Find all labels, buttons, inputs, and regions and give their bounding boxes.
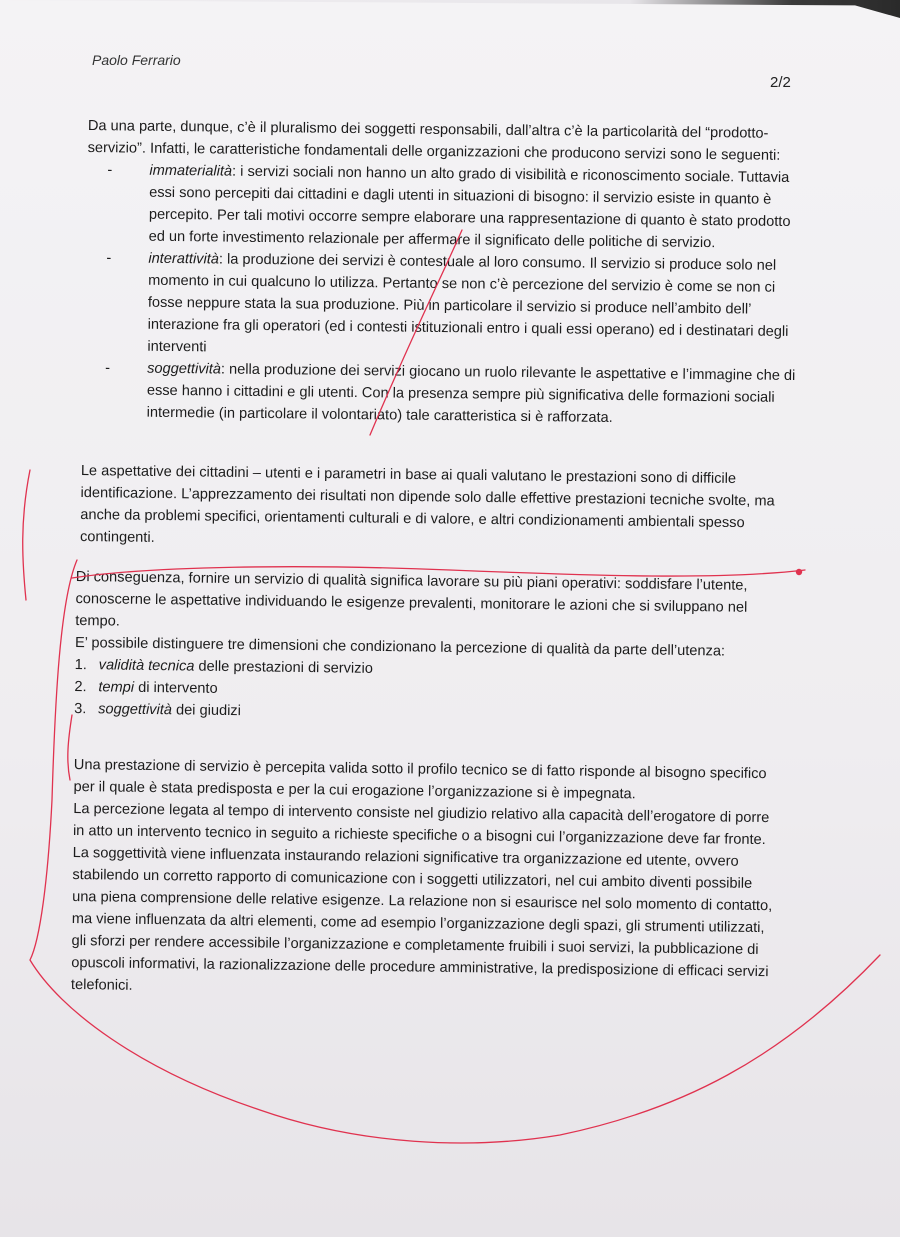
bullet-line: interazione fra gli operatori (ed i contesti istituzionali entro i quali essi operano) ed i destinatari degli: [147, 316, 789, 340]
dimension-rest: delle prestazioni di servizio: [194, 658, 373, 677]
final-paragraph: [71, 754, 774, 1005]
paragraph-line: stabilendo un corretto rapporto di comunicazione con i soggetti utilizzatori, nel cui ambito diventi possibile: [72, 866, 753, 892]
bullet-line: percepito. Per tali motivi occorre sempre elaborare una rappresentazione di quanto è stato prodotto: [148, 206, 791, 230]
intro-line: servizio”. Infatti, le caratteristiche fondamentali delle organizzazioni che producono servizi sono le seguenti:: [87, 139, 781, 164]
paragraph-line: anche da problemi specifici, orientamenti culturali e di valore, e altri condizionamenti ambientali spesso: [80, 506, 745, 532]
dimension-term: validità tecnica: [98, 657, 195, 675]
paragraph-line: Le aspettative dei cittadini – utenti e i parametri in base ai quali valutano le prestazioni sono di difficile: [80, 462, 737, 488]
bullet-dash: -: [107, 162, 113, 179]
paragraph-line: Di conseguenza, fornire un servizio di qualità significa lavorare su più piani operativi: soddisfare l’utente,: [75, 568, 748, 594]
bullet-text: [148, 160, 791, 255]
bullet-line: momento in cui qualcuno lo utilizza. Pertanto se non c’è percezione del servizio è come se non ci: [148, 272, 776, 296]
paragraph-line: gli sforzi per rendere accessibile l’organizzazione e completamente fruibili i suoi servizi, la pubblicazione di: [71, 932, 759, 958]
bullet-interattivita: [85, 247, 796, 365]
bullet-line: intermedie (in particolare il volontariato) tale caratteristica si è rafforzata.: [146, 404, 613, 426]
bullet-dash: -: [106, 250, 112, 267]
paragraph-line: La soggettività viene influenzata instaurando relazioni significative tra organizzazione ed utente, ovvero: [72, 844, 739, 870]
bullet-text: [147, 358, 796, 431]
paragraph-line: contingenti.: [79, 528, 155, 546]
expectations-paragraph: [80, 460, 775, 556]
paragraph-line: conoscerne le aspettative individuando le esigenze prevalenti, monitorare le azioni che si sviluppano nel: [75, 590, 748, 616]
bullet-term: immaterialità: [149, 162, 233, 180]
bullet-term: soggettività: [147, 360, 222, 378]
paragraph-line: telefonici.: [70, 976, 133, 994]
paragraph-line: identificazione. L’apprezzamento dei risultati non dipende solo dalle effettive prestazioni tecniche svolte, ma: [80, 484, 775, 510]
paragraph-line: ma viene influenzata da altri elementi, come ad esempio l’organizzazione degli spazi, gli strumenti utilizzati,: [71, 910, 765, 937]
paragraph-line: E’ possibile distinguere tre dimensioni che condizionano la percezione di qualità da parte dell’utenza:: [74, 634, 726, 660]
bullet-line: : la produzione dei servizi è contestuale al loro consumo. Il servizio si produce solo nel: [218, 251, 777, 274]
dimension-term: soggettività: [98, 701, 173, 719]
bullet-line: esse hanno i cittadini e gli utenti. Con la presenza sempre più significativa delle formazioni sociali: [146, 382, 775, 406]
bullet-line: fosse neppure stata la sua produzione. Più in particolare il servizio si produce nell’ambito dell’: [147, 294, 752, 318]
page-number: 2/2: [770, 74, 791, 91]
paragraph-line: La percezione legata al tempo di intervento consiste nel giudizio relativo alla capacità dell’erogatore di porre: [73, 800, 770, 827]
paragraph-line: per il quale è stata predisposta e per la cui erogazione l’organizzazione si è impegnata.: [73, 778, 636, 803]
bullet-line: ed un forte investimento relazionale per affermare il significato delle politiche di servizio.: [148, 228, 716, 252]
dimension-number: 2.: [74, 678, 87, 696]
bullet-dash: -: [105, 360, 111, 377]
bullet-line: : i servizi sociali non hanno un alto grado di visibilità e riconoscimento sociale. Tuttavia: [231, 163, 790, 186]
paragraph-line: tempo.: [75, 612, 121, 630]
dimension-rest: dei giudizi: [171, 702, 242, 720]
dimension-term: tempi: [98, 679, 135, 696]
quality-section: [74, 566, 748, 729]
bullet-soggettivita: [85, 357, 796, 431]
paragraph-line: Una prestazione di servizio è percepita valida sotto il profilo tecnico se di fatto risponde al bisogno specifico: [73, 756, 767, 783]
bullet-line: essi sono percepiti dai cittadini e dagli utenti in situazioni di bisogno: il servizio esiste in quanto è: [149, 184, 772, 208]
paragraph-line: in atto un intervento tecnico in seguito a richieste specifiche o a bisogni cui l’organizzazione deve far fronte.: [72, 822, 766, 849]
paragraph-line: una piena comprensione delle relative esigenze. La relazione non si esaurisce nel solo momento di contatto,: [72, 888, 773, 915]
dimension-rest: di intervento: [133, 679, 218, 697]
bullet-line: interventi: [147, 338, 207, 356]
dimension-number: 3.: [74, 700, 87, 718]
bullet-immaterialita: [87, 159, 798, 255]
dimension-number: 1.: [74, 656, 87, 674]
intro-section: [85, 115, 799, 431]
bullet-text: [147, 248, 789, 365]
paragraph-line: opuscoli informativi, la razionalizzazione delle procedure amministrative, la predisposizione di efficaci servizi: [71, 954, 769, 981]
bullet-line: : nella produzione dei servizi giocano un ruolo rilevante le aspettative e l’immagine che di: [220, 361, 796, 385]
author-header: Paolo Ferrario: [92, 52, 181, 68]
bullet-term: interattività: [148, 250, 220, 268]
intro-line: Da una parte, dunque, c’è il pluralismo dei soggetti responsabili, dall’altra c’è la particolarità del “prodotto-: [87, 117, 769, 142]
